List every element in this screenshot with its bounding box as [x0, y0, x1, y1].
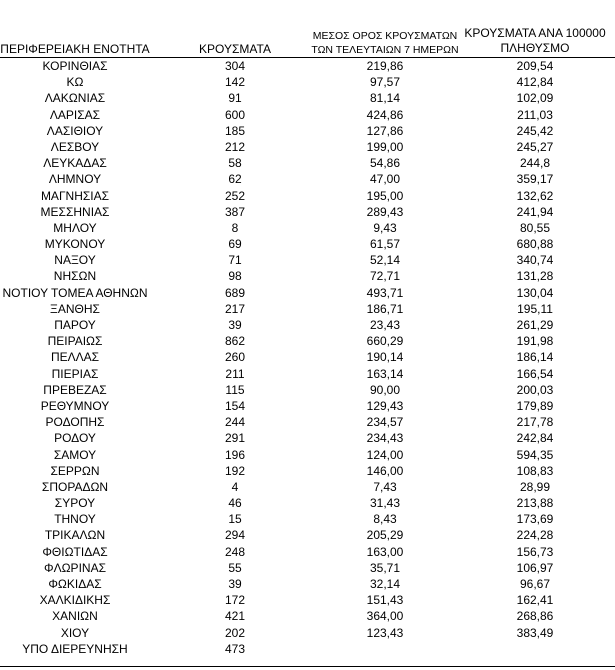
cases-cell: 196: [224, 447, 246, 462]
avg-7days-cell: 424,86: [366, 107, 404, 122]
cases-cell: 55: [228, 560, 242, 575]
cases-cell: 252: [224, 188, 246, 203]
table-row: [0, 495, 615, 511]
avg-7days-cell: 90,00: [369, 382, 401, 397]
avg-7days-cell: 129,43: [366, 398, 404, 413]
table-row: [0, 317, 615, 333]
avg-7days-cell: 151,43: [366, 593, 404, 608]
unit-cell: ΚΟΡΙΝΘΙΑΣ: [42, 59, 108, 73]
avg-7days-cell: 124,00: [366, 447, 404, 462]
per100k-cell: 96,67: [519, 577, 551, 591]
per100k-cell: 156,73: [516, 544, 554, 559]
table-row: [0, 430, 615, 446]
table-body: [0, 58, 615, 657]
per100k-cell: 211,03: [517, 107, 553, 122]
unit-cell: ΠΕΙΡΑΙΩΣ: [47, 334, 103, 349]
per100k-cell: 213,88: [516, 496, 554, 511]
unit-cell: ΛΑΚΩΝΙΑΣ: [44, 91, 106, 106]
unit-cell: ΡΟΔΟΥ: [54, 431, 96, 446]
unit-cell: ΜΥΚΟΝΟΥ: [44, 237, 106, 252]
avg-7days-cell: 186,71: [366, 301, 404, 316]
unit-cell: ΝΑΞΟΥ: [54, 253, 96, 268]
per100k-cell: 166,54: [516, 366, 554, 381]
unit-cell: ΣΠΟΡΑΔΩΝ: [41, 479, 109, 494]
avg-7days-cell: 81,14: [369, 91, 401, 106]
unit-cell: ΠΑΡΟΥ: [54, 318, 96, 332]
unit-cell: ΣΑΜΟΥ: [53, 447, 97, 462]
per100k-cell: 268,86: [516, 609, 554, 624]
table-row: [0, 171, 615, 187]
avg-7days-cell: 31,43: [369, 496, 401, 511]
per100k-cell: 594,35: [516, 447, 554, 462]
unit-cell: ΧΑΝΙΩΝ: [52, 609, 98, 624]
avg-7days-cell: 234,57: [366, 415, 404, 430]
per100k-cell: 179,89: [516, 398, 554, 413]
table-row: [0, 479, 615, 495]
unit-cell: ΤΗΝΟΥ: [54, 512, 96, 527]
header-avg-line2: ΤΩΝ ΤΕΛΕΥΤΑΙΩΝ 7 ΗΜΕΡΩΝ: [311, 44, 459, 56]
per100k-cell: 80,55: [519, 220, 551, 235]
per100k-cell: 106,97: [516, 560, 554, 575]
unit-cell: ΚΩ: [66, 75, 84, 90]
unit-cell: ΦΛΩΡΙΝΑΣ: [44, 560, 106, 575]
cases-cell: 304: [224, 59, 246, 73]
table-row: [0, 123, 615, 139]
table-row: [0, 349, 615, 365]
cases-cell: 39: [228, 577, 242, 591]
cases-cell: 600: [224, 107, 246, 122]
table-row: [0, 252, 615, 268]
cases-cell: 172: [224, 593, 246, 608]
avg-7days-cell: 47,00: [369, 172, 401, 187]
avg-7days-cell: 9,43: [373, 220, 397, 235]
cases-cell: 689: [224, 285, 246, 300]
cases-cell: 291: [224, 431, 246, 446]
cases-cell: 211: [225, 366, 245, 381]
unit-cell: ΜΕΣΣΗΝΙΑΣ: [40, 204, 110, 219]
per100k-cell: 191,98: [516, 334, 554, 349]
avg-7days-cell: 123,43: [366, 625, 404, 640]
table-row: [0, 155, 615, 171]
avg-7days-cell: 289,43: [366, 204, 404, 219]
table-row: [0, 220, 615, 236]
cases-cell: 115: [225, 382, 245, 397]
avg-7days-cell: 234,43: [366, 431, 404, 446]
cases-cell: 154: [224, 398, 246, 413]
header-per100k-line1: ΚΡΟΥΣΜΑΤΑ ΑΝΑ 100000: [464, 26, 606, 40]
table-row: [0, 90, 615, 106]
per100k-cell: 200,03: [516, 382, 554, 397]
cases-cell: 91: [228, 91, 242, 106]
unit-cell: ΝΟΤΙΟΥ ΤΟΜΕΑ ΑΘΗΝΩΝ: [2, 285, 148, 300]
cases-cell: 46: [228, 496, 242, 511]
per100k-cell: 195,11: [517, 301, 553, 316]
table-row: [0, 382, 615, 398]
table-row: [0, 544, 615, 560]
cases-cell: 62: [228, 172, 242, 187]
cases-cell: 58: [228, 156, 242, 171]
cases-cell: 69: [228, 237, 242, 252]
cases-cell: 185: [224, 123, 246, 138]
avg-7days-cell: 61,57: [369, 237, 401, 252]
table-row: [0, 625, 615, 641]
unit-cell: ΛΑΣΙΘΙΟΥ: [46, 123, 104, 138]
cases-cell: 294: [224, 528, 246, 543]
table-row: [0, 366, 615, 382]
per100k-cell: 217,78: [516, 415, 554, 430]
header-cases: [195, 42, 275, 57]
avg-7days-cell: 660,29: [366, 334, 404, 349]
table-row: [0, 139, 615, 155]
avg-7days-cell: 127,86: [366, 123, 404, 138]
table-row: [0, 268, 615, 284]
avg-7days-cell: 199,00: [366, 139, 404, 154]
per100k-cell: 209,54: [516, 59, 554, 73]
avg-7days-cell: 364,00: [366, 609, 404, 624]
avg-7days-cell: 52,14: [369, 253, 401, 268]
table-row: [0, 576, 615, 592]
table-row: [0, 74, 615, 90]
per100k-cell: 130,04: [516, 285, 554, 300]
cases-cell: 202: [224, 625, 246, 640]
avg-7days-cell: 23,43: [369, 318, 401, 332]
per100k-cell: 241,94: [516, 204, 554, 219]
unit-cell: ΞΑΝΘΗΣ: [50, 301, 100, 316]
cases-cell: 4: [231, 479, 239, 494]
per100k-cell: 244,8: [519, 156, 551, 171]
unit-cell: ΥΠΟ ΔΙΕΡΕΥΝΗΣΗ: [22, 641, 128, 656]
avg-7days-cell: 97,57: [369, 75, 401, 90]
cases-cell: 473: [224, 641, 246, 656]
per100k-cell: 28,99: [519, 479, 551, 494]
header-avg-line1: ΜΕΣΟΣ ΟΡΟΣ ΚΡΟΥΣΜΑΤΩΝ: [312, 30, 458, 42]
cases-cell: 98: [228, 269, 242, 284]
unit-cell: ΧΙΟΥ: [60, 625, 90, 640]
avg-7days-cell: 195,00: [366, 188, 404, 203]
per100k-cell: 162,41: [516, 593, 554, 608]
per100k-cell: 242,84: [516, 431, 554, 446]
unit-cell: ΦΘΙΩΤΙΔΑΣ: [42, 544, 108, 559]
cases-cell: 217: [224, 301, 246, 316]
cases-cell: 387: [224, 204, 246, 219]
unit-cell: ΠΙΕΡΙΑΣ: [51, 366, 99, 381]
unit-cell: ΛΕΥΚΑΔΑΣ: [43, 156, 107, 171]
per100k-cell: 132,62: [516, 188, 554, 203]
table-row: [0, 414, 615, 430]
avg-7days-cell: 72,71: [369, 269, 401, 284]
table-row: [0, 285, 615, 301]
unit-cell: ΝΗΣΩΝ: [53, 269, 97, 284]
table-row: [0, 527, 615, 543]
avg-7days-cell: 163,00: [366, 544, 404, 559]
unit-cell: ΠΡΕΒΕΖΑΣ: [43, 382, 107, 397]
table-row: [0, 463, 615, 479]
per100k-cell: 412,84: [516, 75, 554, 90]
per100k-cell: 173,69: [516, 512, 554, 527]
unit-cell: ΛΗΜΝΟΥ: [48, 172, 102, 187]
per100k-cell: 131,28: [516, 269, 554, 284]
header-unit: [0, 42, 150, 57]
cases-cell: 71: [228, 253, 242, 268]
unit-cell: ΛΑΡΙΣΑΣ: [49, 107, 101, 122]
avg-7days-cell: 7,43: [373, 479, 397, 494]
table-row: [0, 107, 615, 123]
table-row: [0, 447, 615, 463]
cases-cell: 862: [224, 334, 246, 349]
avg-7days-cell: 32,14: [369, 577, 401, 591]
table-row: [0, 188, 615, 204]
header-unit-label: ΠΕΡΙΦΕΡΕΙΑΚΗ ΕΝΟΤΗΤΑ: [0, 42, 150, 56]
per100k-cell: 224,28: [516, 528, 554, 543]
cases-cell: 8: [231, 220, 239, 235]
bottom-divider: [0, 666, 615, 667]
unit-cell: ΡΕΘΥΜΝΟΥ: [40, 398, 110, 413]
header-cases-label: ΚΡΟΥΣΜΑΤΑ: [199, 42, 271, 56]
avg-7days-cell: 219,86: [366, 59, 404, 73]
avg-7days-cell: 190,14: [366, 350, 404, 365]
cases-cell: 248: [224, 544, 246, 559]
per100k-cell: 359,17: [516, 172, 554, 187]
cases-cell: 39: [228, 318, 242, 332]
unit-cell: ΧΑΛΚΙΔΙΚΗΣ: [39, 593, 111, 608]
avg-7days-cell: 35,71: [369, 560, 401, 575]
avg-7days-cell: 54,86: [369, 156, 401, 171]
header-per100k-line2: ΠΛΗΘΥΣΜΟ: [500, 41, 570, 55]
per100k-cell: 102,09: [516, 91, 554, 106]
table-row: [0, 58, 615, 74]
per100k-cell: 383,49: [516, 625, 554, 640]
cases-cell: 260: [224, 350, 246, 365]
table-row: [0, 608, 615, 624]
cases-cell: 421: [224, 609, 246, 624]
unit-cell: ΣΕΡΡΩΝ: [50, 463, 100, 478]
header-per100k: [458, 26, 612, 56]
cases-cell: 192: [224, 463, 246, 478]
unit-cell: ΦΩΚΙΔΑΣ: [48, 577, 102, 591]
table-row: [0, 592, 615, 608]
unit-cell: ΡΟΔΟΠΗΣ: [45, 415, 105, 430]
unit-cell: ΣΥΡΟΥ: [54, 496, 96, 511]
per100k-cell: 245,42: [516, 123, 554, 138]
per100k-cell: 108,83: [516, 463, 554, 478]
table-row: [0, 333, 615, 349]
cases-cell: 212: [224, 139, 246, 154]
avg-7days-cell: 205,29: [366, 528, 404, 543]
per100k-cell: 245,27: [516, 139, 554, 154]
unit-cell: ΜΑΓΝΗΣΙΑΣ: [40, 188, 110, 203]
table-row: [0, 398, 615, 414]
avg-7days-cell: 146,00: [366, 463, 404, 478]
per100k-cell: 261,29: [516, 318, 554, 332]
per100k-cell: 186,14: [516, 350, 554, 365]
per100k-cell: 340,74: [516, 253, 554, 268]
avg-7days-cell: 8,43: [373, 512, 397, 527]
avg-7days-cell: 163,14: [366, 366, 404, 381]
cases-cell: 142: [224, 75, 246, 90]
unit-cell: ΜΗΛΟΥ: [53, 220, 97, 235]
table-row: [0, 511, 615, 527]
cases-cell: 15: [228, 512, 242, 527]
header-avg-7days: [300, 29, 470, 57]
avg-7days-cell: 493,71: [366, 285, 404, 300]
unit-cell: ΤΡΙΚΑΛΩΝ: [44, 528, 106, 543]
per100k-cell: 680,88: [516, 237, 554, 252]
table-row: [0, 236, 615, 252]
unit-cell: ΠΕΛΛΑΣ: [50, 350, 100, 365]
unit-cell: ΛΕΣΒΟΥ: [50, 139, 100, 154]
cases-cell: 244: [224, 415, 246, 430]
table-row: [0, 641, 615, 657]
table-row: [0, 560, 615, 576]
table-row: [0, 301, 615, 317]
table-row: [0, 204, 615, 220]
